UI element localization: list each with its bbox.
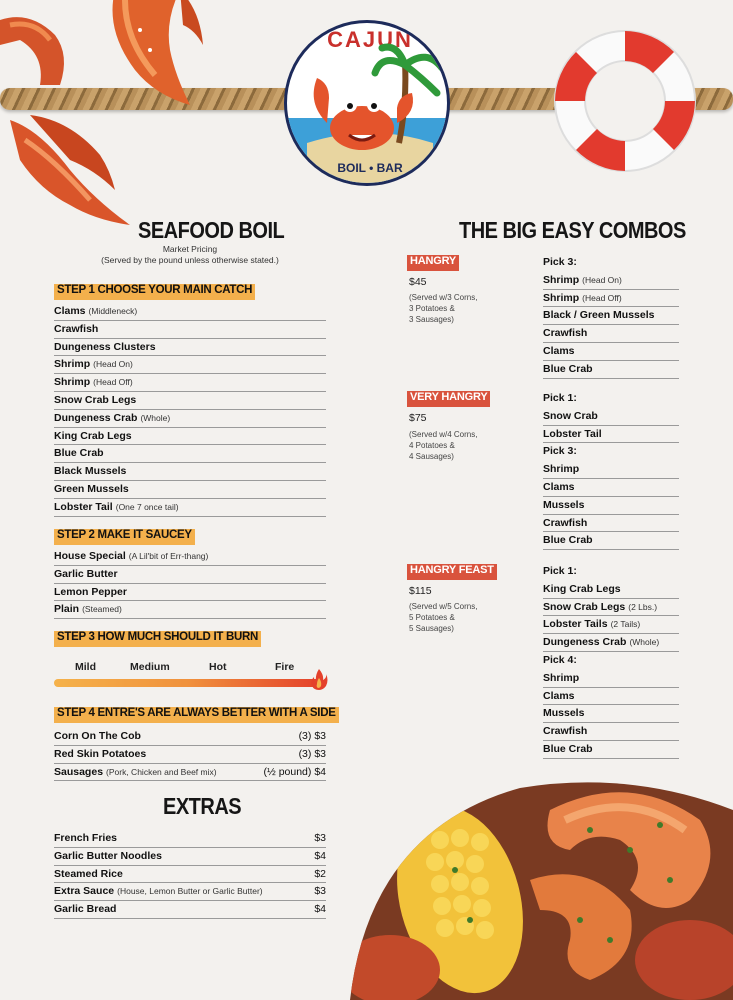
cajun-boil-bar-logo: [284, 20, 450, 186]
item-note: (A Lil'bit of Err-thang): [128, 551, 209, 561]
combo-price: $45: [409, 276, 427, 288]
step2-list: [54, 548, 326, 619]
combo-pick-item: [543, 343, 679, 361]
market-pricing: Market Pricing: [162, 244, 218, 254]
item-name: Plain: [54, 603, 80, 616]
extra-item: [54, 830, 326, 848]
combo-tag-very-hangry: VERY HANGRY: [407, 391, 490, 407]
item-note: (One 7 once tail): [115, 501, 179, 512]
combo-pick-item: [543, 705, 679, 723]
item-name: Shrimp: [543, 463, 580, 476]
item-name: Garlic Bread: [54, 903, 117, 916]
combo-pick-item: [543, 688, 679, 706]
fire-icon: [310, 668, 328, 690]
item-note: (2 Tails): [610, 619, 641, 630]
step4-label: STEP 4 ENTRE'S ARE ALWAYS BETTER WITH A SIDE: [54, 707, 339, 723]
catch-item: [54, 410, 326, 428]
item-name: Clams: [543, 480, 575, 493]
combo-pick-item: [543, 461, 679, 479]
pick-heading: Pick 1:: [543, 392, 577, 404]
extra-item: [54, 848, 326, 866]
item-name: Extra Sauce: [54, 885, 115, 898]
catch-item: [54, 321, 326, 339]
item-name: Sausages: [54, 765, 104, 778]
heat-level-medium: Medium: [130, 661, 170, 673]
combo-pick-item: [543, 325, 679, 343]
item-name: Lobster Tail: [543, 427, 602, 440]
item-name: Shrimp: [543, 671, 580, 684]
item-name: Shrimp: [543, 273, 580, 286]
lobster-claw-illustration: [0, 100, 140, 235]
item-note: (Middleneck): [88, 306, 138, 316]
sauce-item: [54, 601, 326, 619]
sauce-item: [54, 584, 326, 602]
combo-tag-hangry-feast: HANGRY FEAST: [407, 564, 497, 580]
side-item: [54, 764, 326, 782]
combo-pick-item: [543, 599, 679, 617]
item-name: Dungeness Crab: [54, 411, 138, 424]
item-name: Clams: [543, 689, 575, 702]
combo-picks-list: [543, 390, 679, 550]
combo-pick-item: [543, 723, 679, 741]
combo-pick-item: [543, 581, 679, 599]
item-name: Dungeness Clusters: [54, 340, 156, 353]
item-name: Blue Crab: [543, 742, 593, 755]
pick-heading: Pick 3:: [543, 256, 577, 268]
combo-pick-item: [543, 741, 679, 759]
combo-pick-item: [543, 290, 679, 308]
item-name: Crawfish: [543, 725, 588, 738]
item-name: Crawfish: [543, 516, 588, 529]
combo-pick-item: [543, 515, 679, 533]
item-note: (Whole): [629, 637, 660, 648]
combo-pick-item: [543, 408, 679, 426]
step1-list: [54, 303, 326, 517]
extra-item: [54, 901, 326, 919]
heat-level-fire: Fire: [275, 661, 295, 673]
item-name: Blue Crab: [543, 534, 593, 547]
heat-level-hot: Hot: [209, 661, 227, 673]
item-name: Garlic Butter Noodles: [54, 849, 162, 862]
item-price: $4: [314, 849, 326, 862]
combos-title: THE BIG EASY COMBOS: [459, 218, 686, 244]
combo-price: $115: [409, 585, 432, 597]
item-name: Garlic Butter: [54, 567, 118, 580]
item-name: Mussels: [543, 498, 585, 511]
catch-item: [54, 339, 326, 357]
side-item: [54, 728, 326, 746]
catch-item: [54, 445, 326, 463]
item-name: Lemon Pepper: [54, 585, 127, 598]
item-note: (Steamed): [82, 604, 122, 615]
item-note: (Head Off): [582, 292, 622, 303]
lobster-claw-illustration: [95, 0, 210, 110]
combo-pick-item: [543, 616, 679, 634]
item-note: (Pork, Chicken and Beef mix): [106, 766, 217, 777]
pick-heading: Pick 1:: [543, 565, 577, 577]
catch-item: [54, 392, 326, 410]
combo-pick-item: [543, 361, 679, 379]
combo-picks-list: [543, 563, 679, 759]
item-price: $4: [314, 903, 326, 916]
item-name: Steamed Rice: [54, 867, 123, 880]
step2-label: STEP 2 MAKE IT SAUCEY: [54, 529, 195, 545]
item-note: (Whole): [140, 412, 171, 423]
item-name: Green Mussels: [54, 482, 129, 495]
item-name: Snow Crab Legs: [543, 600, 626, 613]
item-name: House Special: [54, 550, 126, 562]
pick-heading: Pick 3:: [543, 445, 577, 458]
combo-description: (Served w/5 Corns, 5 Potatoes & 5 Sausages): [409, 602, 478, 633]
item-name: Black / Green Mussels: [543, 309, 655, 322]
item-name: Snow Crab Legs: [54, 393, 137, 406]
combo-description: (Served w/4 Corns, 4 Potatoes & 4 Sausages): [409, 430, 478, 461]
combo-price: $75: [409, 412, 427, 424]
item-name: Dungeness Crab: [543, 636, 627, 649]
extra-item: [54, 866, 326, 884]
extras-list: [54, 830, 326, 919]
catch-item: [54, 356, 326, 374]
combo-pick-item: [543, 479, 679, 497]
item-name: Corn On The Cob: [54, 730, 141, 742]
item-price: $2: [314, 867, 326, 880]
extra-item: [54, 883, 326, 901]
item-name: Snow Crab: [543, 409, 598, 422]
heat-level-mild: Mild: [75, 661, 96, 673]
item-note: (House, Lemon Butter or Garlic Butter): [117, 886, 263, 897]
sauce-item: [54, 548, 326, 566]
item-note: (2 Lbs.): [628, 601, 658, 612]
seafood-boil-title: SEAFOOD BOIL: [138, 218, 285, 244]
step1-label: STEP 1 CHOOSE YOUR MAIN CATCH: [54, 284, 255, 300]
item-price: $3: [314, 832, 326, 844]
catch-item: [54, 481, 326, 499]
item-note: (Head On): [93, 359, 133, 370]
combo-pick-item: [543, 532, 679, 550]
combo-pick-item: [543, 634, 679, 652]
side-item: [54, 746, 326, 764]
item-name: Shrimp: [543, 291, 580, 304]
heat-scale-bar: [54, 679, 322, 687]
sauce-item: [54, 566, 326, 584]
item-name: Shrimp: [54, 358, 91, 371]
combo-pick-item: [543, 426, 679, 444]
item-name: Clams: [54, 305, 86, 317]
item-price: (½ pound) $4: [263, 765, 326, 778]
item-name: Black Mussels: [54, 465, 127, 478]
item-name: King Crab Legs: [54, 429, 132, 442]
item-name: Lobster Tails: [543, 618, 608, 631]
item-name: Crawfish: [543, 327, 588, 340]
lifebuoy-illustration: [548, 24, 702, 178]
item-price: (3) $3: [298, 730, 326, 742]
combo-description: (Served w/3 Corns, 3 Potatoes & 3 Sausages): [409, 293, 478, 324]
item-name: Blue Crab: [54, 447, 104, 460]
item-name: King Crab Legs: [543, 582, 621, 595]
combo-pick-item: [543, 272, 679, 290]
item-name: Shrimp: [54, 376, 91, 389]
logo-title: CAJUN: [327, 27, 413, 52]
catch-item: [54, 463, 326, 481]
seafood-boil-photo: [330, 770, 733, 1000]
combo-pick-item: [543, 670, 679, 688]
item-price: $3: [314, 885, 326, 898]
step3-label: STEP 3 HOW MUCH SHOULD IT BURN: [54, 631, 261, 647]
catch-item: [54, 499, 326, 517]
combo-tag-hangry: HANGRY: [407, 255, 459, 271]
catch-item: [54, 374, 326, 392]
item-name: Lobster Tail: [54, 500, 113, 513]
item-name: French Fries: [54, 832, 118, 844]
item-price: (3) $3: [298, 747, 326, 760]
combo-pick-item: [543, 307, 679, 325]
item-note: (Head Off): [93, 377, 133, 388]
item-name: Crawfish: [54, 322, 99, 335]
item-name: Red Skin Potatoes: [54, 747, 147, 760]
lobster-arm-illustration: [0, 0, 90, 90]
item-name: Mussels: [543, 707, 585, 720]
pricing-note: (Served by the pound unless otherwise stated.): [101, 255, 279, 265]
extras-title: EXTRAS: [163, 794, 242, 820]
catch-item: [54, 428, 326, 446]
logo-subtitle: BOIL • BAR: [337, 161, 403, 175]
item-note: (Head On): [582, 274, 622, 285]
combo-pick-item: [543, 497, 679, 515]
combo-picks-list: [543, 254, 679, 379]
item-name: Blue Crab: [543, 362, 593, 375]
item-name: Clams: [543, 344, 575, 357]
pick-heading: Pick 4:: [543, 653, 577, 666]
catch-item: [54, 303, 326, 321]
step4-list: [54, 728, 326, 781]
